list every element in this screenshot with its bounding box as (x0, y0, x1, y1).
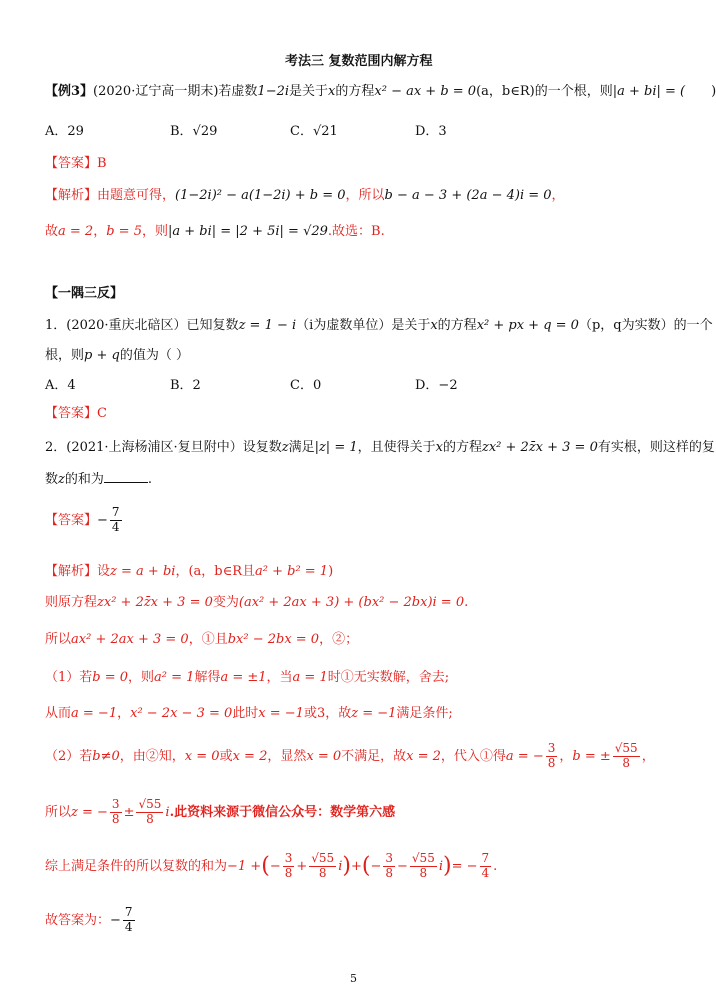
q2-stem-line-2: 数z的和为 . (45, 472, 153, 487)
q2-analysis-line-4: （1）若b = 0，则a² = 1解得a = ±1，当a = 1时①无实数解，舍去; (45, 670, 450, 685)
analysis-line-1: 【解析】由题意可得，(1−2i)² − a(1−2i) + b = 0，所以b − a − 3 + (2a − 4)i = 0， (45, 188, 565, 203)
q2-answer-fraction: $\frac{7}{4}$ (111, 505, 120, 534)
option-d: D．3 (415, 124, 447, 139)
page-title: 考法三 复数范围内解方程 (285, 54, 433, 69)
q2-final-answer: 故答案为：− $\frac{7}{4}$ (45, 905, 133, 934)
q2-analysis-line-7: 所以z = − $\frac{3}{8}$ ± $\frac{√55}{8}$ i.此资料来源于微信公众号：数学第六感 (45, 797, 396, 826)
fraction-sqrt55-8: $\frac{√55}{8}$ (614, 741, 638, 770)
q1-answer-line: 【答案】C (45, 406, 107, 421)
option-a: A．29 (45, 124, 84, 139)
q2-stem-line-1: 2．(2021·上海杨浦区·复旦附中）设复数z满足|z| = 1，且使得关于x的方程zx² + 2z̄x + 3 = 0有实根，则这样的复 (45, 440, 715, 455)
answer-value: B (97, 156, 107, 171)
q1-option-a: A．4 (45, 378, 76, 393)
q2-analysis-line-2: 则原方程zx² + 2z̄x + 3 = 0变为(ax² + 2ax + 3) + (bx² − 2bx)i = 0. (45, 595, 469, 610)
page-number: 5 (350, 972, 357, 985)
analysis-line-2: 故a = 2，b = 5，则|a + bi| = |2 + 5i| = √29.故选：B. (45, 224, 385, 239)
q2-answer-line: 【答案】− $\frac{7}{4}$ (45, 505, 120, 534)
q2-analysis-line-8: 综上满足条件的所以复数的和为−1 +(− $\frac{3}{8}$ + $\frac{√55}{8}$ i)+(− $\frac{3}{8}$ − $\frac{√55}{8}$ i)= − $\frac{7}{4}$ . (45, 851, 498, 880)
answer-line: 【答案】B (45, 156, 107, 171)
q1-option-c: C．0 (290, 378, 322, 393)
q1-stem-line-1: 1．(2020·重庆北碚区）已知复数z = 1 − i（i为虚数单位）是关于x的方程x² + px + q = 0（p，q为实数）的一个 (45, 318, 713, 333)
q1-answer-value: C (97, 406, 107, 421)
q1-option-d: D．−2 (415, 378, 458, 393)
option-c: C．√21 (290, 124, 338, 139)
source-note: .此资料来源于微信公众号：数学第六感 (169, 804, 396, 820)
q1-option-b: B．2 (170, 378, 201, 393)
q2-analysis-line-3: 所以ax² + 2ax + 3 = 0，①且bx² − 2bx = 0，②； (45, 632, 359, 647)
example3-stem: 【例3】(2020·辽宁高一期末)若虚数1−2i是关于x的方程x² − ax + b = 0(a，b∈R)的一个根，则|a + bi| = ( ) (45, 84, 716, 99)
q2-analysis-line-6: （2）若b≠0，由②知，x = 0或x = 2，显然x = 0不满足，故x = 2，代入①得a = − $\frac{3}{8}$ ，b = ± $\frac{√55}{8}$ ， (45, 741, 655, 770)
section-heading: 【一隅三反】 (45, 286, 124, 301)
q2-analysis-line-5: 从而a = −1，x² − 2x − 3 = 0此时x = −1或3，故z = −1满足条件; (45, 706, 453, 721)
answer-blank (104, 470, 148, 483)
option-b: B．√29 (170, 124, 218, 139)
q2-analysis-line-1: 【解析】设z = a + bi，(a，b∈R且a² + b² = 1) (45, 564, 334, 579)
analysis-tag: 【解析】 (45, 188, 98, 203)
fraction-3-8: $\frac{3}{8}$ (547, 741, 556, 770)
example-tag: 【例3】 (45, 84, 94, 99)
q1-stem-line-2: 根，则p + q的值为（ ） (45, 348, 189, 363)
